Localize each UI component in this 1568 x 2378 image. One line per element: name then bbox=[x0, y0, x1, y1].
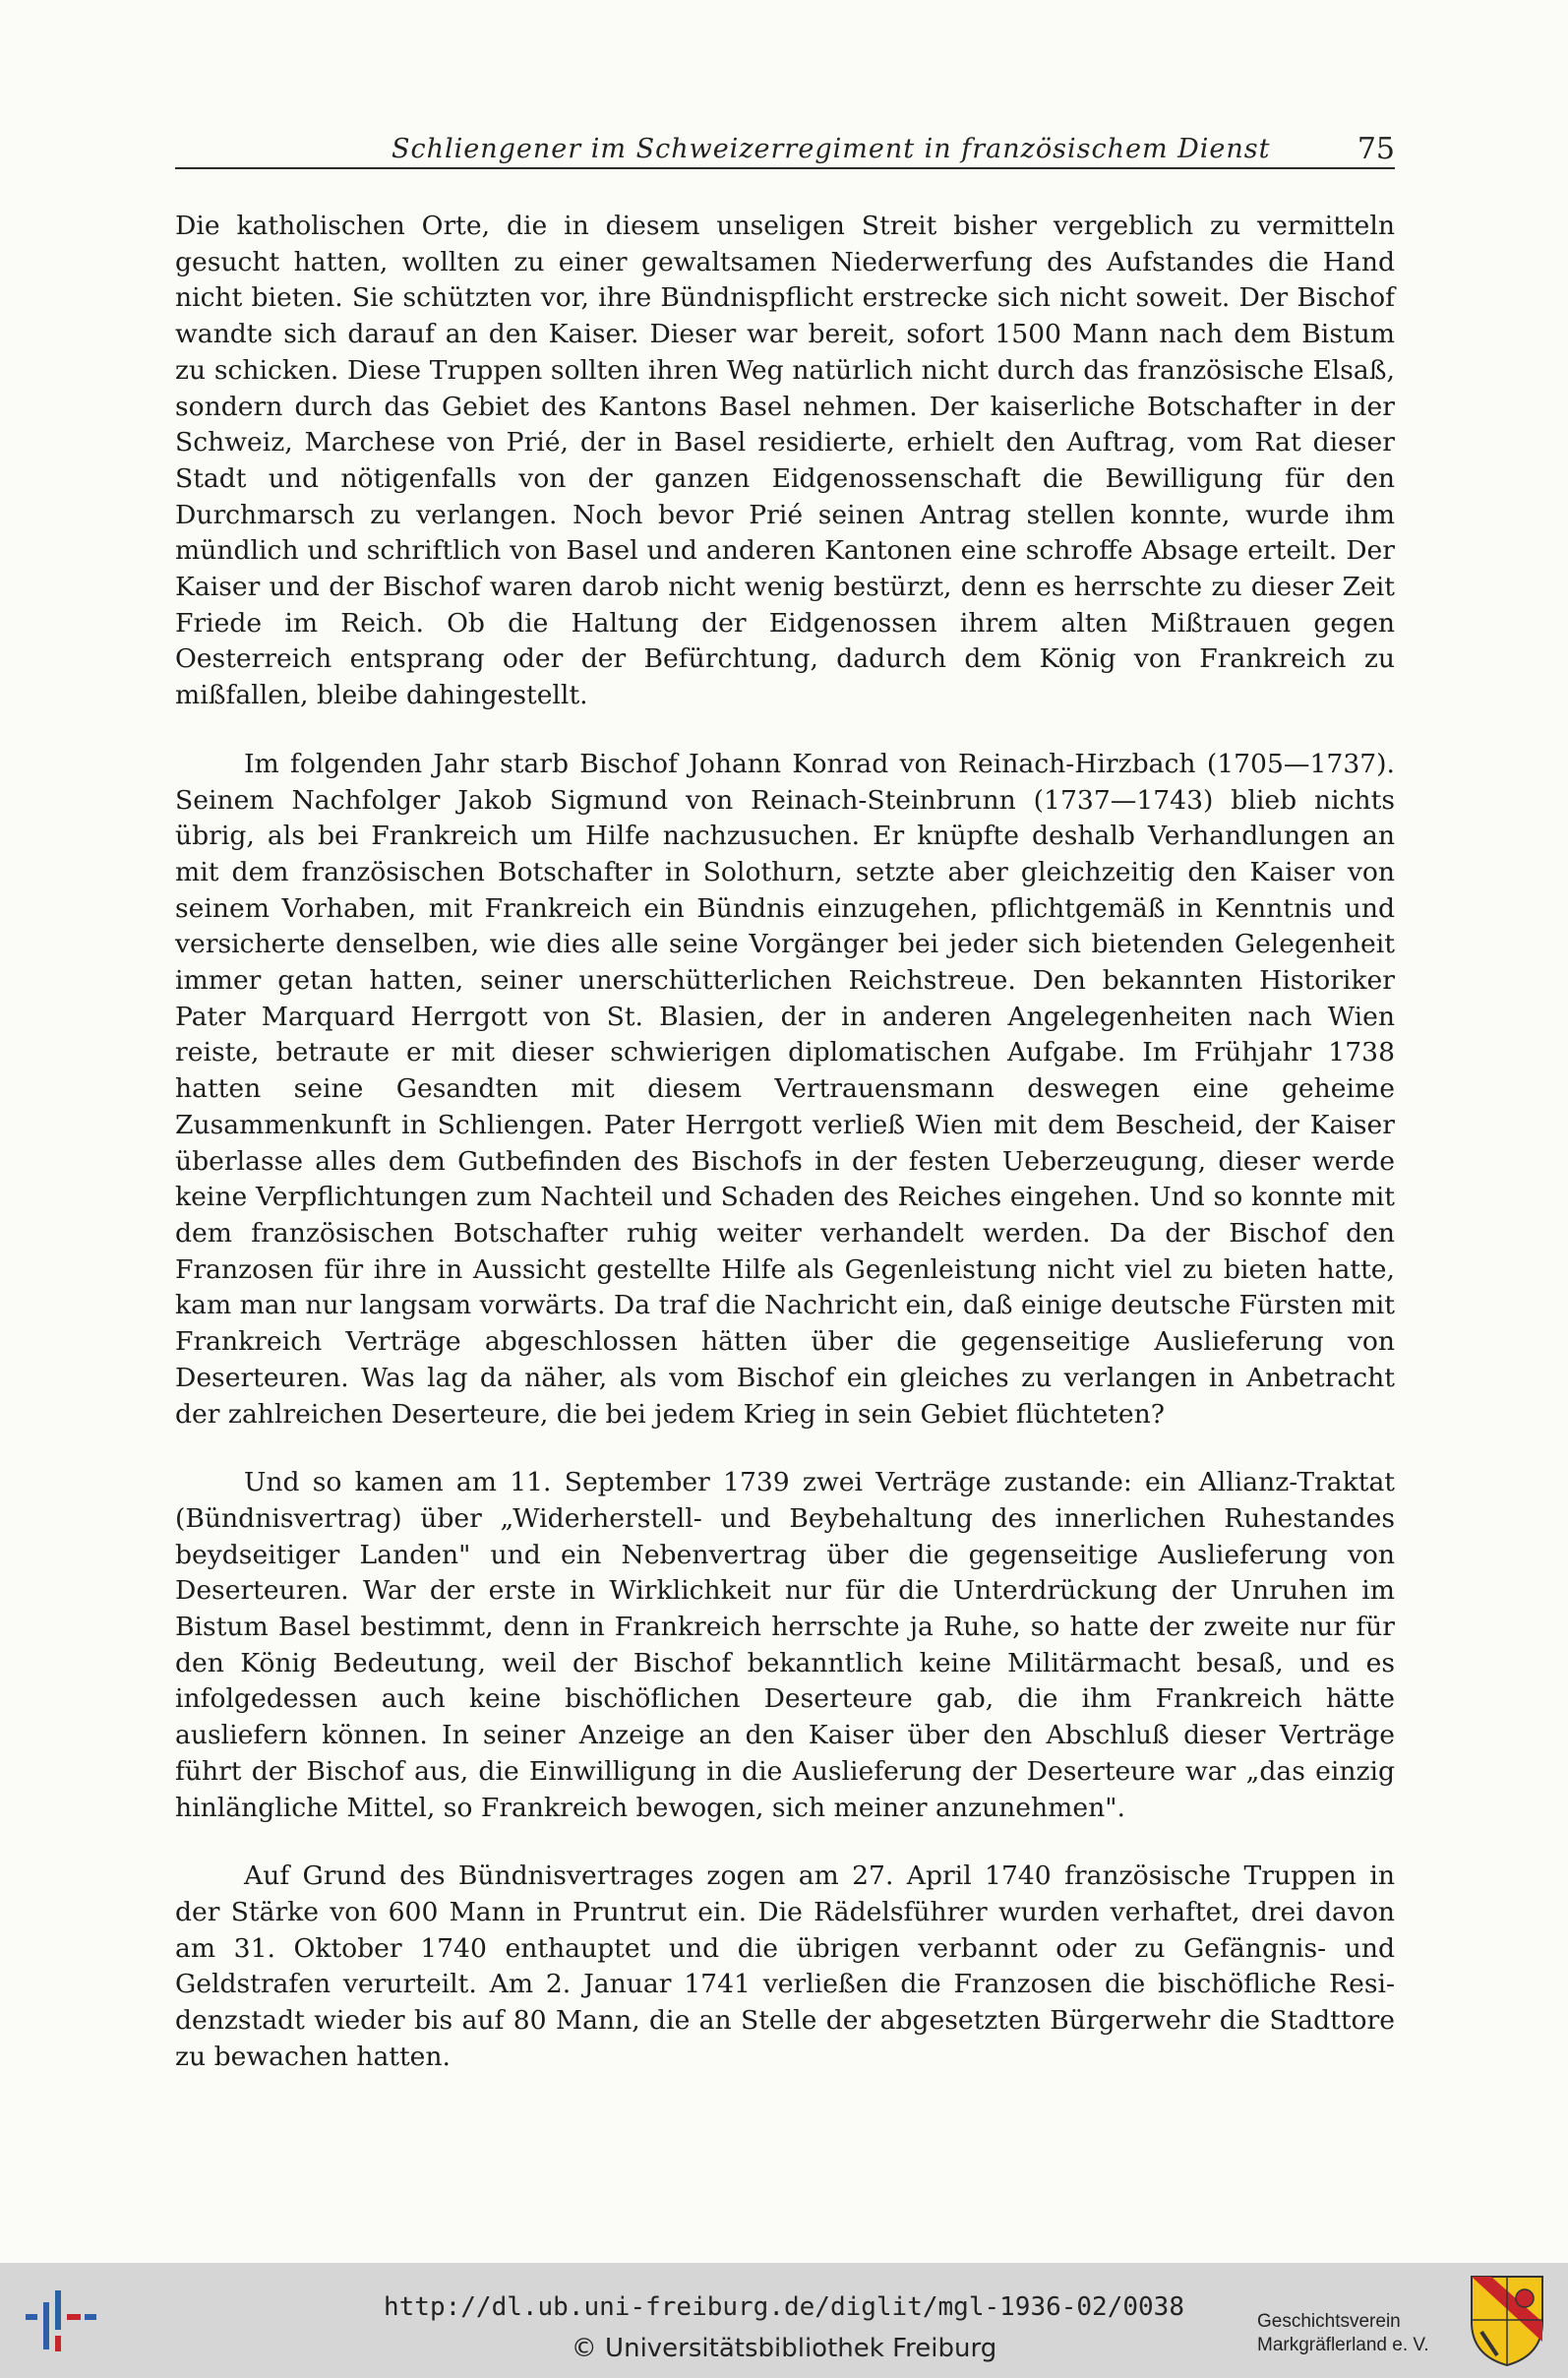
paragraph-3: Und so kamen am 11. September 1739 zwei Verträge zustande: ein Allianz-Traktat (Bündnisvertrag) über „Widerherstell- und Beybehaltung des innerlichen Ruhestandes beydseitiger Landen" und ein Nebenvertrag über die gegenseitige Auslieferung von Deserteuren. War der erste in Wirklichkeit nur für die Unterdrückung der Unruhen im Bistum Basel bestimmt, denn in Frankreich herrschte ja Ruhe, so hatte der zweite nur für den König Bedeutung, weil der Bischof bekanntlich keine Militärmacht besaß, und es infolgedessen auch keine bischöflichen Deserteure gab, die ihm Frankreich hätte ausliefern können. In seiner Anzeige an den Kaiser über den Abschluß dieser Verträge führt der Bischof aus, die Einwilligung in die Auslieferung der Deserteure war „das einzig hinlängliche Mittel, so Frankreich bewogen, sich meiner anzunehmen". bbox=[175, 1467, 1395, 1823]
coat-of-arms-icon bbox=[1468, 2273, 1546, 2367]
body-text bbox=[175, 209, 1395, 2107]
page-number: 75 bbox=[1357, 132, 1395, 166]
running-title: Schliengener im Schweizerregiment in französischem Dienst bbox=[392, 134, 1271, 164]
society-line-1: Geschichtsverein bbox=[1257, 2311, 1401, 2332]
paragraph-2: Im folgenden Jahr starb Bischof Johann Konrad von Reinach-Hirzbach (1705—1737). Seinem Nachfolger Jakob Sigmund von Reinach-Steinbrunn (1737—1743) blieb nichts übrig, als bei Frankreich um Hilfe nachzusuchen. Er knüpfte deshalb Verhandlungen an mit dem französischen Botschafter in Solothurn, setzte aber gleichzeitig den Kaiser von seinem Vorhaben, mit Frankreich ein Bündnis einzugehen, pflichtgemäß in Kenntnis und versicherte denselben, wie dies alle seine Vorgänger bei jeder sich bietenden Gelegenheit immer getan hatten, seiner unerschütterlichen Reichstreue. Den bekannten Historiker Pater Marquard Herrgott von St. Blasien, der in anderen Angelegenheiten nach Wien reiste, betraute er mit dieser schwierigen diplomatischen Aufgabe. Im Frühjahr 1738 hatten seine Gesandten mit diesem Vertrauensmann deswegen eine geheime Zusammenkunft in Schliengen. Pater Herrgott verließ Wien mit dem Bescheid, der Kaiser überlasse alles dem Gutbefinden des Bischofs in der festen Ueberzeugung, dieser werde keine Verpflichtungen zum Nachteil und Schaden des Reiches eingehen. Und so konnte mit dem französischen Botschafter ruhig weiter verhandelt werden. Da der Bischof den Franzosen für ihre in Aussicht gestellte Hilfe als Gegenleistung nicht viel zu bieten hatte, kam man nur langsam vorwärts. Da traf die Nachricht ein, daß einige deutsche Fürsten mit Frankreich Verträge abgeschlossen hätten über die gegenseitige Auslieferung von Deserteuren. Was lag da näher, als vom Bischof ein gleiches zu verlangen in Anbetracht der zahlreichen Deserteure, die bei jedem Krieg in sein Gebiet flüchteten? bbox=[175, 748, 1395, 1430]
society-line-2: Markgräflerland e. V. bbox=[1257, 2335, 1429, 2355]
paragraph-1: Die katholischen Orte, die in diesem unseligen Streit bisher vergeblich zu vermitteln gesucht hatten, wollten zu einer gewaltsamen Niederwerfung des Aufstandes die Hand nicht bieten. Sie schützten vor, ihre Bündnispflicht erstrecke sich nicht soweit. Der Bischof wandte sich darauf an den Kaiser. Dieser war bereit, sofort 1500 Mann nach dem Bistum zu schicken. Diese Truppen sollten ihren Weg natürlich nicht durch das französische Elsaß, sondern durch das Gebiet des Kantons Basel nehmen. Der kaiserliche Botschafter in der Schweiz, Marchese von Prié, der in Basel residierte, erhielt den Auftrag, vom Rat dieser Stadt und nötigenfalls von der ganzen Eidgenossenschaft die Bewilligung für den Durchmarsch zu verlangen. Noch bevor Prié seinen Antrag stellen konnte, wurde ihm mündlich und schriftlich von Basel und anderen Kantonen eine schroffe Absage erteilt. Der Kaiser und der Bischof waren darob nicht wenig bestürzt, denn es herrschte zu dieser Zeit Friede im Reich. Ob die Haltung der Eidgenossen ihrem alten Mißtrauen gegen Oesterreich entsprang oder der Befürchtung, dadurch dem König von Frankreich zu mißfallen, bleibe dahingestellt. bbox=[175, 211, 1395, 711]
document-url[interactable]: http://dl.ub.uni-freiburg.de/diglit/mgl-1936-02/0038 bbox=[384, 2292, 1184, 2322]
copyright-notice: © Universitätsbibliothek Freiburg bbox=[571, 2334, 997, 2363]
society-name bbox=[1257, 2310, 1454, 2357]
paragraph-4: Auf Grund des Bündnisvertrages zogen am 27. April 1740 französische Truppen in der Stärke von 600 Mann in Pruntrut ein. Die Rädelsführer wurden verhaftet, drei davon am 31. Oktober 1740 enthauptet und die übrigen verbannt oder zu Gefängnis- und Geldstrafen verurteilt. Am 2. Januar 1741 verließen die Franzosen die bischöfliche Residenzstadt wieder bis auf 80 Mann, die an Stelle der abgesetzten Bürgerwehr die Stadttore zu bewachen hatten. bbox=[175, 1860, 1395, 2072]
running-header bbox=[175, 132, 1395, 169]
viewer-footer bbox=[0, 2263, 1568, 2378]
